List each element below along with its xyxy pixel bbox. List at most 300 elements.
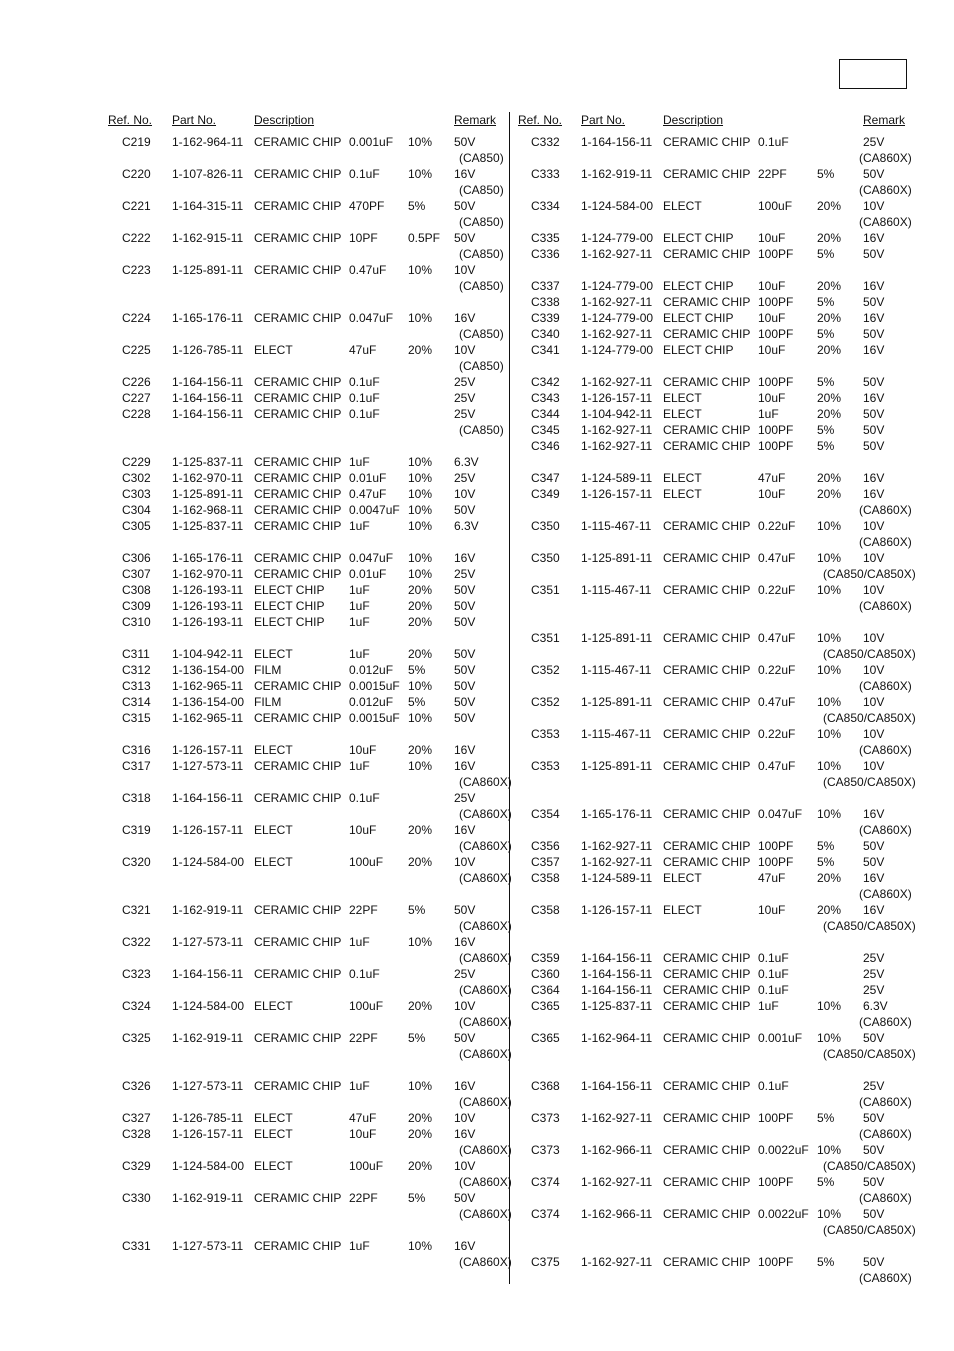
part-no: 1-126-193-11 xyxy=(172,615,244,629)
ref-no: C353 xyxy=(531,759,560,773)
ref-no: C373 xyxy=(531,1143,560,1157)
voltage: 16V xyxy=(454,759,476,773)
part-row xyxy=(108,566,504,582)
voltage: 16V xyxy=(454,935,476,949)
description: CERAMIC CHIP xyxy=(663,1111,751,1125)
tolerance: 20% xyxy=(408,615,433,629)
ref-no: C333 xyxy=(531,167,560,181)
value: 470PF xyxy=(349,199,385,213)
part-row xyxy=(108,1078,504,1094)
voltage: 16V xyxy=(863,343,885,357)
voltage: 10V xyxy=(454,487,476,501)
value: 0.1uF xyxy=(349,391,380,405)
tolerance: 10% xyxy=(408,551,433,565)
description: CERAMIC CHIP xyxy=(663,807,751,821)
remark-line xyxy=(108,326,504,342)
description: ELECT xyxy=(254,343,293,357)
description: CERAMIC CHIP xyxy=(254,199,342,213)
value: 0.22uF xyxy=(758,583,796,597)
description: CERAMIC CHIP xyxy=(254,551,342,565)
part-no: 1-127-573-11 xyxy=(172,935,244,949)
part-row xyxy=(108,934,504,950)
remark-line xyxy=(516,214,912,230)
part-row xyxy=(516,1206,912,1222)
part-row xyxy=(108,1190,504,1206)
tolerance: 20% xyxy=(408,855,433,869)
remark-line xyxy=(108,1046,512,1062)
description: ELECT xyxy=(254,1159,293,1173)
voltage: 50V xyxy=(863,1255,885,1269)
remark: (CA860X) xyxy=(459,1095,512,1109)
tolerance: 10% xyxy=(408,167,433,181)
remark: (CA860X) xyxy=(859,743,912,757)
remark-line xyxy=(516,566,916,582)
voltage: 25V xyxy=(454,375,476,389)
description: CERAMIC CHIP xyxy=(254,375,342,389)
part-no: 1-126-157-11 xyxy=(172,743,244,757)
remark: (CA860X) xyxy=(859,1095,912,1109)
ref-no: C330 xyxy=(122,1191,151,1205)
description: CERAMIC CHIP xyxy=(663,759,751,773)
ref-no: C357 xyxy=(531,855,560,869)
voltage: 10V xyxy=(863,759,885,773)
value: 1uF xyxy=(349,759,370,773)
part-no: 1-162-927-11 xyxy=(581,439,653,453)
ref-no: C328 xyxy=(122,1127,151,1141)
value: 0.01uF xyxy=(349,567,387,581)
ref-no: C321 xyxy=(122,903,151,917)
part-no: 1-162-915-11 xyxy=(172,231,244,245)
part-no: 1-115-467-11 xyxy=(581,663,652,677)
voltage: 50V xyxy=(454,615,476,629)
ref-no: C219 xyxy=(122,135,151,149)
remark: (CA850/CA850X) xyxy=(823,647,916,661)
part-no: 1-126-785-11 xyxy=(172,1111,244,1125)
description: CERAMIC CHIP xyxy=(254,759,342,773)
value: 0.0022uF xyxy=(758,1207,809,1221)
remark: (CA860X) xyxy=(859,679,912,693)
part-no: 1-165-176-11 xyxy=(581,807,653,821)
part-row xyxy=(516,998,912,1014)
ref-no: C350 xyxy=(531,551,560,565)
value: 1uF xyxy=(349,455,370,469)
voltage: 10V xyxy=(863,663,885,677)
tolerance: 5% xyxy=(817,439,835,453)
voltage: 16V xyxy=(863,231,885,245)
row-spacer xyxy=(108,630,504,646)
description: CERAMIC CHIP xyxy=(254,391,342,405)
part-no: 1-162-919-11 xyxy=(172,1031,244,1045)
part-row xyxy=(108,902,504,918)
part-row xyxy=(108,822,504,838)
row-spacer xyxy=(108,534,504,550)
part-row xyxy=(516,726,912,742)
voltage: 50V xyxy=(863,247,885,261)
voltage: 10V xyxy=(863,199,885,213)
part-no: 1-127-573-11 xyxy=(172,759,244,773)
value: 0.1uF xyxy=(349,375,380,389)
remark: (CA860X) xyxy=(859,599,912,613)
description: ELECT xyxy=(254,743,293,757)
tolerance: 5% xyxy=(817,167,835,181)
part-no: 1-115-467-11 xyxy=(581,583,652,597)
voltage: 10V xyxy=(863,695,885,709)
part-row xyxy=(516,278,912,294)
tolerance: 10% xyxy=(408,1079,433,1093)
voltage: 50V xyxy=(454,647,476,661)
description: CERAMIC CHIP xyxy=(254,1079,342,1093)
description: ELECT xyxy=(254,855,293,869)
value: 0.01uF xyxy=(349,471,387,485)
part-row xyxy=(516,806,912,822)
part-row xyxy=(516,198,912,214)
remark-line xyxy=(108,422,504,438)
part-row xyxy=(516,374,912,390)
description: CERAMIC CHIP xyxy=(663,999,751,1013)
remark: (CA860X) xyxy=(459,1047,512,1061)
part-row xyxy=(108,502,504,518)
part-no: 1-162-970-11 xyxy=(172,471,244,485)
part-row xyxy=(108,966,504,982)
remark-line xyxy=(516,598,912,614)
part-no: 1-124-589-11 xyxy=(581,471,653,485)
ref-no: C343 xyxy=(531,391,560,405)
description: CERAMIC CHIP xyxy=(663,1175,751,1189)
value: 0.047uF xyxy=(758,807,803,821)
part-no: 1-164-156-11 xyxy=(172,791,244,805)
remark: (CA860X) xyxy=(459,807,512,821)
tolerance: 5% xyxy=(408,663,426,677)
part-row xyxy=(516,550,912,566)
voltage: 16V xyxy=(454,551,476,565)
voltage: 25V xyxy=(454,407,476,421)
voltage: 16V xyxy=(454,1239,476,1253)
ref-no: C307 xyxy=(122,567,151,581)
remark: (CA850/CA850X) xyxy=(823,919,916,933)
description: CERAMIC CHIP xyxy=(663,423,751,437)
parts-column-left xyxy=(108,112,512,1270)
voltage: 10V xyxy=(454,855,476,869)
part-row xyxy=(516,966,912,982)
ref-no: C354 xyxy=(531,807,560,821)
remark-line xyxy=(516,534,912,550)
tolerance: 20% xyxy=(408,1159,433,1173)
ref-no: C345 xyxy=(531,423,560,437)
description: ELECT CHIP xyxy=(663,311,734,325)
ref-no: C226 xyxy=(122,375,151,389)
description: CERAMIC CHIP xyxy=(254,679,342,693)
ref-no: C368 xyxy=(531,1079,560,1093)
value: 0.47uF xyxy=(758,631,796,645)
row-spacer xyxy=(108,726,504,742)
voltage: 50V xyxy=(863,423,885,437)
voltage: 16V xyxy=(454,823,476,837)
part-row xyxy=(108,230,504,246)
part-row xyxy=(108,1030,504,1046)
header-desc: Description xyxy=(254,113,315,127)
description: CERAMIC CHIP xyxy=(663,967,751,981)
value: 0.1uF xyxy=(349,407,380,421)
value: 100PF xyxy=(758,375,794,389)
tolerance: 5% xyxy=(817,1255,835,1269)
voltage: 50V xyxy=(863,1031,885,1045)
part-no: 1-165-176-11 xyxy=(172,311,244,325)
voltage: 16V xyxy=(863,279,885,293)
remark-line xyxy=(516,502,912,518)
remark-line xyxy=(108,1206,512,1222)
part-row xyxy=(108,790,504,806)
part-row xyxy=(516,134,912,150)
remark-line xyxy=(108,214,504,230)
part-row xyxy=(516,246,912,262)
ref-no: C353 xyxy=(531,727,560,741)
description: CERAMIC CHIP xyxy=(254,711,342,725)
part-no: 1-162-927-11 xyxy=(581,247,653,261)
ref-no: C340 xyxy=(531,327,560,341)
remark: (CA860X) xyxy=(459,951,512,965)
description: CERAMIC CHIP xyxy=(254,935,342,949)
description: CERAMIC CHIP xyxy=(254,407,342,421)
part-no: 1-162-965-11 xyxy=(172,679,244,693)
value: 0.1uF xyxy=(758,983,789,997)
value: 22PF xyxy=(349,1191,378,1205)
voltage: 50V xyxy=(454,231,476,245)
part-no: 1-124-779-00 xyxy=(581,311,654,325)
voltage: 6.3V xyxy=(454,519,479,533)
description: CERAMIC CHIP xyxy=(663,663,751,677)
remark: (CA860X) xyxy=(859,1271,912,1285)
value: 0.47uF xyxy=(349,263,387,277)
description: CERAMIC CHIP xyxy=(663,855,751,869)
voltage: 25V xyxy=(863,951,885,965)
ref-no: C359 xyxy=(531,951,560,965)
voltage: 16V xyxy=(863,471,885,485)
parts-list-left xyxy=(108,134,512,1270)
part-row xyxy=(516,950,912,966)
voltage: 10V xyxy=(863,583,885,597)
remark: (CA860X) xyxy=(859,503,912,517)
part-no: 1-125-891-11 xyxy=(581,631,653,645)
description: ELECT xyxy=(663,407,702,421)
part-row xyxy=(108,1158,504,1174)
description: CERAMIC CHIP xyxy=(663,551,751,565)
description: CERAMIC CHIP xyxy=(254,519,342,533)
tolerance: 5% xyxy=(408,199,426,213)
tolerance: 20% xyxy=(817,311,842,325)
ref-no: C374 xyxy=(531,1175,560,1189)
part-row xyxy=(516,854,912,870)
value: 1uF xyxy=(758,999,779,1013)
tolerance: 10% xyxy=(408,519,433,533)
tolerance: 10% xyxy=(817,1143,842,1157)
remark: (CA860X) xyxy=(859,1127,912,1141)
value: 1uF xyxy=(349,1239,370,1253)
part-row xyxy=(516,1110,912,1126)
tolerance: 20% xyxy=(408,1127,433,1141)
part-row xyxy=(108,374,504,390)
value: 0.0022uF xyxy=(758,1143,809,1157)
ref-no: C338 xyxy=(531,295,560,309)
part-row xyxy=(108,998,504,1014)
ref-no: C308 xyxy=(122,583,151,597)
ref-no: C344 xyxy=(531,407,560,421)
value: 47uF xyxy=(758,471,786,485)
part-row xyxy=(516,982,912,998)
value: 47uF xyxy=(758,871,786,885)
description: CERAMIC CHIP xyxy=(663,1255,751,1269)
remark: (CA860X) xyxy=(459,919,512,933)
description: ELECT CHIP xyxy=(254,615,325,629)
remark: (CA850) xyxy=(459,279,504,293)
value: 100PF xyxy=(758,855,794,869)
part-no: 1-127-573-11 xyxy=(172,1079,244,1093)
part-no: 1-164-315-11 xyxy=(172,199,244,213)
part-no: 1-162-927-11 xyxy=(581,375,653,389)
description: CERAMIC CHIP xyxy=(663,727,751,741)
part-no: 1-104-942-11 xyxy=(581,407,653,421)
tolerance: 5% xyxy=(817,855,835,869)
description: ELECT CHIP xyxy=(663,343,734,357)
remark-line xyxy=(108,182,504,198)
part-row xyxy=(516,838,912,854)
ref-no: C315 xyxy=(122,711,151,725)
remark-line xyxy=(108,838,512,854)
description: CERAMIC CHIP xyxy=(663,1143,751,1157)
remark: (CA860X) xyxy=(859,535,912,549)
description: CERAMIC CHIP xyxy=(254,1031,342,1045)
voltage: 50V xyxy=(454,503,476,517)
ref-no: C304 xyxy=(122,503,151,517)
tolerance: 10% xyxy=(817,1207,842,1221)
voltage: 10V xyxy=(454,999,476,1013)
part-no: 1-162-927-11 xyxy=(581,1111,653,1125)
value: 10uF xyxy=(349,743,377,757)
value: 0.001uF xyxy=(349,135,394,149)
remark-line xyxy=(108,1014,512,1030)
value: 0.1uF xyxy=(349,791,380,805)
row-spacer xyxy=(516,262,912,278)
tolerance: 20% xyxy=(408,599,433,613)
part-no: 1-124-779-00 xyxy=(581,231,654,245)
part-no: 1-126-193-11 xyxy=(172,583,244,597)
value: 1uF xyxy=(349,599,370,613)
voltage: 50V xyxy=(454,1031,476,1045)
voltage: 50V xyxy=(863,295,885,309)
part-row xyxy=(108,710,504,726)
remark-line xyxy=(516,1222,916,1238)
value: 0.012uF xyxy=(349,695,394,709)
ref-no: C223 xyxy=(122,263,151,277)
remark-line xyxy=(108,1174,512,1190)
tolerance: 5% xyxy=(408,695,426,709)
ref-no: C306 xyxy=(122,551,151,565)
value: 100PF xyxy=(758,439,794,453)
description: CERAMIC CHIP xyxy=(254,567,342,581)
part-row xyxy=(108,166,504,182)
header-remark: Remark xyxy=(863,113,906,127)
part-no: 1-125-891-11 xyxy=(581,759,653,773)
voltage: 16V xyxy=(454,311,476,325)
remark-line xyxy=(516,1014,912,1030)
description: CERAMIC CHIP xyxy=(663,839,751,853)
part-no: 1-162-927-11 xyxy=(581,327,653,341)
value: 1uF xyxy=(349,1079,370,1093)
part-no: 1-162-927-11 xyxy=(581,295,653,309)
part-row xyxy=(516,518,912,534)
part-row xyxy=(108,694,504,710)
value: 0.0015uF xyxy=(349,679,400,693)
remark: (CA850) xyxy=(459,327,504,341)
voltage: 25V xyxy=(863,1079,885,1093)
voltage: 16V xyxy=(863,311,885,325)
description: CERAMIC CHIP xyxy=(254,471,342,485)
tolerance: 20% xyxy=(817,279,842,293)
voltage: 50V xyxy=(454,1191,476,1205)
description: CERAMIC CHIP xyxy=(663,295,751,309)
tolerance: 20% xyxy=(408,343,433,357)
voltage: 50V xyxy=(454,711,476,725)
tolerance: 10% xyxy=(408,503,433,517)
ref-no: C314 xyxy=(122,695,151,709)
part-row xyxy=(108,1238,504,1254)
ref-no: C365 xyxy=(531,1031,560,1045)
ref-no: C317 xyxy=(122,759,151,773)
description: ELECT xyxy=(254,647,293,661)
description: CERAMIC CHIP xyxy=(254,903,342,917)
remark: (CA860X) xyxy=(859,1191,912,1205)
voltage: 50V xyxy=(454,583,476,597)
description: CERAMIC CHIP xyxy=(254,263,342,277)
description: CERAMIC CHIP xyxy=(663,519,751,533)
remark-line xyxy=(516,150,912,166)
description: CERAMIC CHIP xyxy=(254,503,342,517)
ref-no: C358 xyxy=(531,871,560,885)
part-no: 1-124-584-00 xyxy=(172,855,245,869)
part-no: 1-124-584-00 xyxy=(581,199,654,213)
part-no: 1-125-891-11 xyxy=(172,263,244,277)
ref-no: C324 xyxy=(122,999,151,1013)
remark-line xyxy=(516,1270,912,1286)
description: CERAMIC CHIP xyxy=(663,1207,751,1221)
tolerance: 5% xyxy=(817,423,835,437)
remark-line xyxy=(108,774,512,790)
ref-no: C303 xyxy=(122,487,151,501)
remark-line xyxy=(516,1126,912,1142)
voltage: 50V xyxy=(863,855,885,869)
remark: (CA860X) xyxy=(859,151,912,165)
part-row xyxy=(108,742,504,758)
voltage: 25V xyxy=(454,791,476,805)
ref-no: C302 xyxy=(122,471,151,485)
value: 0.47uF xyxy=(758,695,796,709)
part-row xyxy=(108,262,504,278)
ref-no: C350 xyxy=(531,519,560,533)
value: 0.47uF xyxy=(349,487,387,501)
ref-no: C331 xyxy=(122,1239,151,1253)
part-no: 1-126-157-11 xyxy=(581,903,653,917)
description: CERAMIC CHIP xyxy=(254,231,342,245)
part-no: 1-126-785-11 xyxy=(172,343,244,357)
voltage: 50V xyxy=(863,839,885,853)
voltage: 50V xyxy=(863,375,885,389)
header-desc: Description xyxy=(663,113,724,127)
ref-no: C332 xyxy=(531,135,560,149)
description: CERAMIC CHIP xyxy=(254,167,342,181)
remark: (CA860X) xyxy=(459,775,512,789)
part-no: 1-162-927-11 xyxy=(581,839,653,853)
tolerance: 20% xyxy=(408,647,433,661)
value: 100PF xyxy=(758,247,794,261)
